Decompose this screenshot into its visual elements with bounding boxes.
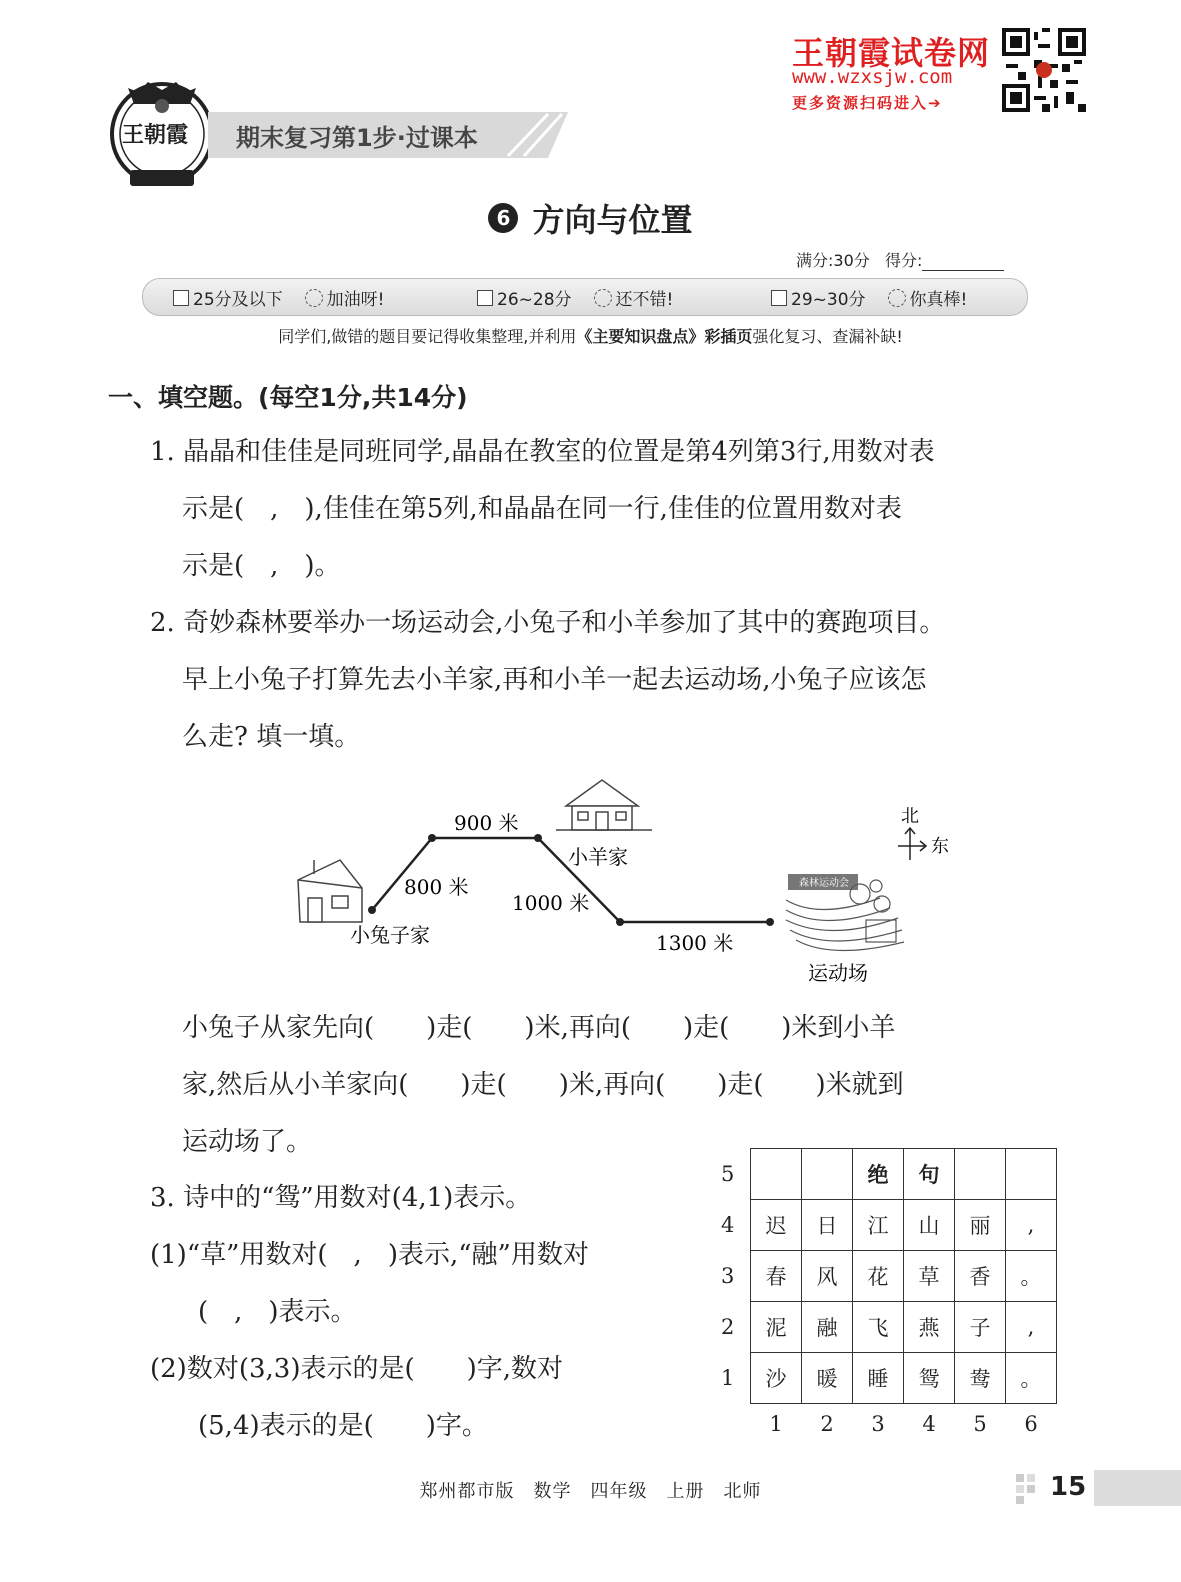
poem-cell: 睡 (853, 1353, 904, 1404)
brand-scan-text: 更多资源扫码进入➔ (792, 94, 943, 112)
poem-cell: 句 (904, 1149, 955, 1200)
poem-cell: 花 (853, 1251, 904, 1302)
stadium-sign: 森林运动会 (799, 878, 849, 889)
footer-edition: 郑州都市版 数学 四年级 上册 北师 (419, 1481, 762, 1502)
sheep-house-icon (556, 780, 652, 830)
banner-title: 期末复习第1步·过课本 (236, 124, 478, 152)
rabbit-home-label: 小兔子家 (350, 923, 430, 947)
turn-point (616, 918, 624, 926)
col-label: 3 (871, 1412, 885, 1436)
poem-cell: 迟 (751, 1200, 802, 1251)
poem-cell: 日 (802, 1200, 853, 1251)
rabbit-home-point (368, 906, 376, 914)
col-label: 6 (1024, 1412, 1038, 1436)
poem-row (720, 1251, 1057, 1302)
score-line (796, 248, 1004, 271)
section-heading: 一、填空题。(每空1分,共14分) (108, 383, 468, 412)
checkbox-icon[interactable] (173, 290, 189, 306)
row-label: 1 (721, 1366, 735, 1390)
segment-label: 800 米 (404, 875, 469, 899)
segment-label: 1000 米 (512, 891, 590, 915)
sheep-home-label: 小羊家 (568, 845, 628, 869)
brand-name: 王朝霞试卷网 (792, 34, 991, 72)
page-number: 15 (1050, 1472, 1087, 1502)
stadium-label: 运动场 (808, 961, 868, 985)
poem-cell: 绝 (853, 1149, 904, 1200)
poem-cell: , (1006, 1302, 1057, 1353)
question-2: 2. 奇妙森林要举办一场运动会,小兔子和小羊参加了其中的赛跑项目。 早上小兔子打算先去小羊家,再和小羊一起去运动场,小兔子应该怎 么走? 填一填。 (150, 608, 946, 752)
poem-cell: 鸯 (955, 1353, 1006, 1404)
poem-cell: 春 (751, 1251, 802, 1302)
page-title (0, 195, 1181, 241)
grade-comment: 你真棒! (909, 290, 968, 310)
checkbox-icon[interactable] (477, 290, 493, 306)
segment-label: 1300 米 (656, 931, 734, 955)
poem-cell: 融 (802, 1302, 853, 1353)
grade-comment: 加油呀! (326, 290, 385, 310)
poem-cell: 江 (853, 1200, 904, 1251)
got-score-label: 得分: (885, 251, 923, 270)
poem-cell: 香 (955, 1251, 1006, 1302)
page-corner-deco (1016, 1474, 1046, 1504)
logo-text: 王朝霞 (122, 123, 189, 148)
poem-cell: 草 (904, 1251, 955, 1302)
col-label: 4 (922, 1412, 936, 1436)
stadium-point (766, 918, 774, 926)
face-icon (594, 289, 612, 307)
row-label: 3 (721, 1264, 735, 1288)
sheep-home-point (534, 834, 542, 842)
reminder-text: 同学们,做错的题目要记得收集整理,并利用《主要知识盘点》彩插页强化复习、查漏补缺! (278, 327, 903, 346)
compass-icon (898, 828, 926, 860)
poem-cell: 泥 (751, 1302, 802, 1353)
segment-label: 900 米 (454, 811, 519, 835)
compass-east: 东 (931, 836, 949, 857)
compass-north: 北 (901, 806, 919, 827)
title-text: 方向与位置 (532, 201, 693, 239)
question-3: 3. 诗中的“鸳”用数对(4,1)表示。 (1)“草”用数对( , )表示,“融”用数对 ( , )表示。 (2)数对(3,3)表示的是( )字,数对 (5,4)表示的是( )字。 (150, 1183, 589, 1441)
face-icon (888, 289, 906, 307)
question-1: 1. 晶晶和佳佳是同班同学,晶晶在教室的位置是第4列第3行,用数对表 示是( , ),佳佳在第5列,和晶晶在同一行,佳佳的位置用数对表 示是( , )。 (150, 437, 935, 581)
poem-cell (802, 1149, 853, 1200)
row-label: 2 (721, 1315, 735, 1339)
row-label: 4 (721, 1213, 735, 1237)
grade-item (771, 285, 967, 310)
grade-range: 29~30分 (791, 290, 866, 310)
grade-range: 25分及以下 (193, 290, 283, 310)
poem-cell: 风 (802, 1251, 853, 1302)
poem-cell (751, 1149, 802, 1200)
poem-row (720, 1200, 1057, 1251)
poem-cell: 燕 (904, 1302, 955, 1353)
route-diagram (280, 770, 960, 1000)
poem-cell: 沙 (751, 1353, 802, 1404)
poem-cell: 。 (1006, 1251, 1057, 1302)
full-score: 满分:30分 (796, 251, 870, 270)
poem-cell: , (1006, 1200, 1057, 1251)
poem-cell (1006, 1149, 1057, 1200)
grade-item (477, 285, 673, 310)
poem-row (720, 1302, 1057, 1353)
grade-comment: 还不错! (615, 290, 674, 310)
qr-code-icon[interactable] (1002, 28, 1086, 112)
face-icon (305, 289, 323, 307)
poem-cell: 丽 (955, 1200, 1006, 1251)
checkbox-icon[interactable] (771, 290, 787, 306)
score-blank[interactable] (922, 256, 1004, 271)
col-label: 5 (973, 1412, 987, 1436)
brand-url[interactable]: www.wzxsjw.com (792, 66, 953, 88)
poem-cell: 飞 (853, 1302, 904, 1353)
column-labels (720, 1404, 1057, 1445)
poem-cell (955, 1149, 1006, 1200)
rabbit-house-icon (298, 860, 362, 922)
poem-cell: 。 (1006, 1353, 1057, 1404)
title-number-badge: 6 (488, 203, 518, 233)
poem-cell: 鸳 (904, 1353, 955, 1404)
grade-item (173, 285, 384, 310)
poem-cell: 山 (904, 1200, 955, 1251)
grade-bar (142, 278, 1028, 316)
col-label: 2 (820, 1412, 834, 1436)
col-label: 1 (769, 1412, 783, 1436)
poem-row (720, 1149, 1057, 1200)
poem-row (720, 1353, 1057, 1404)
footer-tab (1094, 1470, 1181, 1506)
turn-point (428, 834, 436, 842)
poem-cell: 子 (955, 1302, 1006, 1353)
question-2-answers: 小兔子从家先向( )走( )米,再向( )走( )米到小羊 家,然后从小羊家向( )走( )米,再向( )走( )米就到 运动场了。 (182, 1013, 904, 1157)
poem-grid (720, 1148, 1057, 1444)
grade-range: 26~28分 (497, 290, 572, 310)
poem-cell: 暖 (802, 1353, 853, 1404)
row-label: 5 (721, 1162, 735, 1186)
